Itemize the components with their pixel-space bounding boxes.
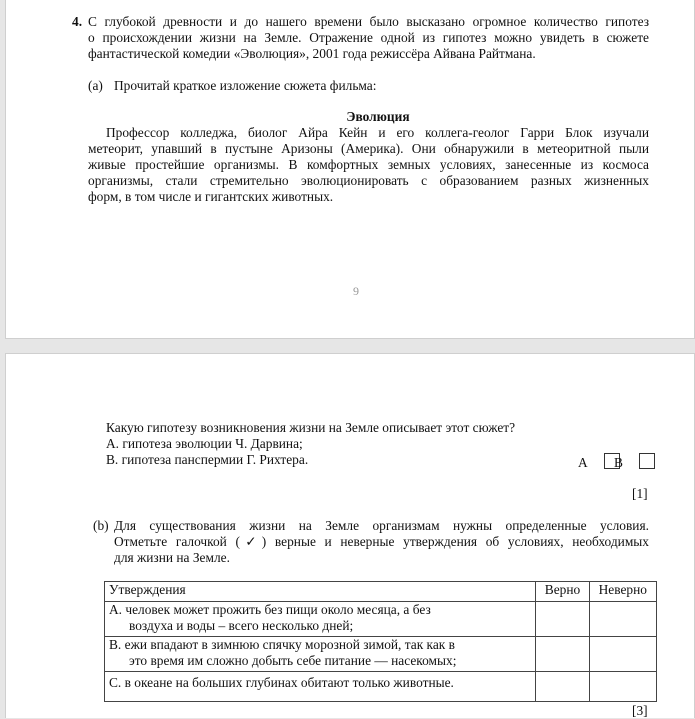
hypothesis-question: Какую гипотезу возникновения жизни на Земле описывает этот сюжет? [106,420,516,435]
answer-a-label: А [578,455,588,470]
film-line-5: форм, в том числе и гигантских животных. [88,189,334,204]
film-line-3: живые простейшие организмы. В комфортных земных условиях, занесенные из космоса [88,157,649,172]
answer-b-checkbox[interactable] [639,453,655,469]
table-row [105,637,657,672]
statement-a-true-cell[interactable] [536,602,589,637]
table-row [105,602,657,637]
statement-c-false-cell[interactable] [589,672,656,702]
header-statements: Утверждения [105,582,536,602]
statement-c [105,672,536,702]
intro-line-1: С глубокой древности и до нашего времени было высказано огромное количество гипотез [88,14,649,29]
marks-a: [1] [632,486,648,501]
film-line-2: метеорит, упавший в пустыне Аризоны (Америка). Они обнаружили в метеоритной пыли [88,141,649,156]
answer-b-label: В [614,455,623,470]
statement-a [105,602,536,637]
table-header-row [105,582,657,602]
part-b-line-1: Для существования жизни на Земле организмам нужны определенные условия. [114,518,649,533]
page-1 [5,0,695,339]
film-line-4: организмы, стали стремительно эволюционировать с образованием разных жизненных [88,173,649,188]
statement-c-line-1: С. в океане на больших глубинах обитают только животные. [109,675,454,690]
intro-line-3: фантастической комедии «Эволюция», 2001 года режиссёра Айвана Райтмана. [88,46,536,61]
page-2 [5,353,695,718]
statement-a-false-cell[interactable] [589,602,656,637]
statement-a-line-1: А. человек может прожить без пищи около месяца, а без [109,602,431,617]
statement-c-true-cell[interactable] [536,672,589,702]
header-true: Верно [536,582,589,602]
marks-b: [3] [632,703,648,718]
statement-b-line-1: В. ежи впадают в зимнюю спячку морозной зимой, так как в [109,637,455,652]
film-line-1: Профессор колледжа, биолог Айра Кейн и его коллега-геолог Гарри Блок изучали [106,125,649,140]
question-number: 4. [72,14,83,29]
statement-a-line-2: воздуха и воды – всего несколько дней; [129,617,354,633]
option-b: В. гипотеза панспермии Г. Рихтера. [106,452,309,467]
statement-b [105,637,536,672]
statement-b-false-cell[interactable] [589,637,656,672]
film-title: Эволюция [346,109,410,124]
page-number: 9 [353,284,359,298]
option-a: А. гипотеза эволюции Ч. Дарвина; [106,436,303,451]
part-a-label: (a) [88,78,103,93]
part-b-line-3: для жизни на Земле. [114,550,230,565]
part-a-text: Прочитай краткое изложение сюжета фильма: [114,78,377,93]
statements-table [104,581,657,702]
table-row [105,672,657,702]
statement-b-line-2: это время им сложно добыть себе питание — насекомых; [129,652,457,668]
statement-b-true-cell[interactable] [536,637,589,672]
part-b-label: (b) [93,518,109,533]
header-false: Неверно [589,582,656,602]
part-b-line-2: Отметьте галочкой (✓) верные и неверные утверждения об условиях, необходимых [114,534,649,549]
intro-line-2: о происхождении жизни на Земле. Отражение одной из гипотез можно увидеть в сюжете [88,30,649,45]
